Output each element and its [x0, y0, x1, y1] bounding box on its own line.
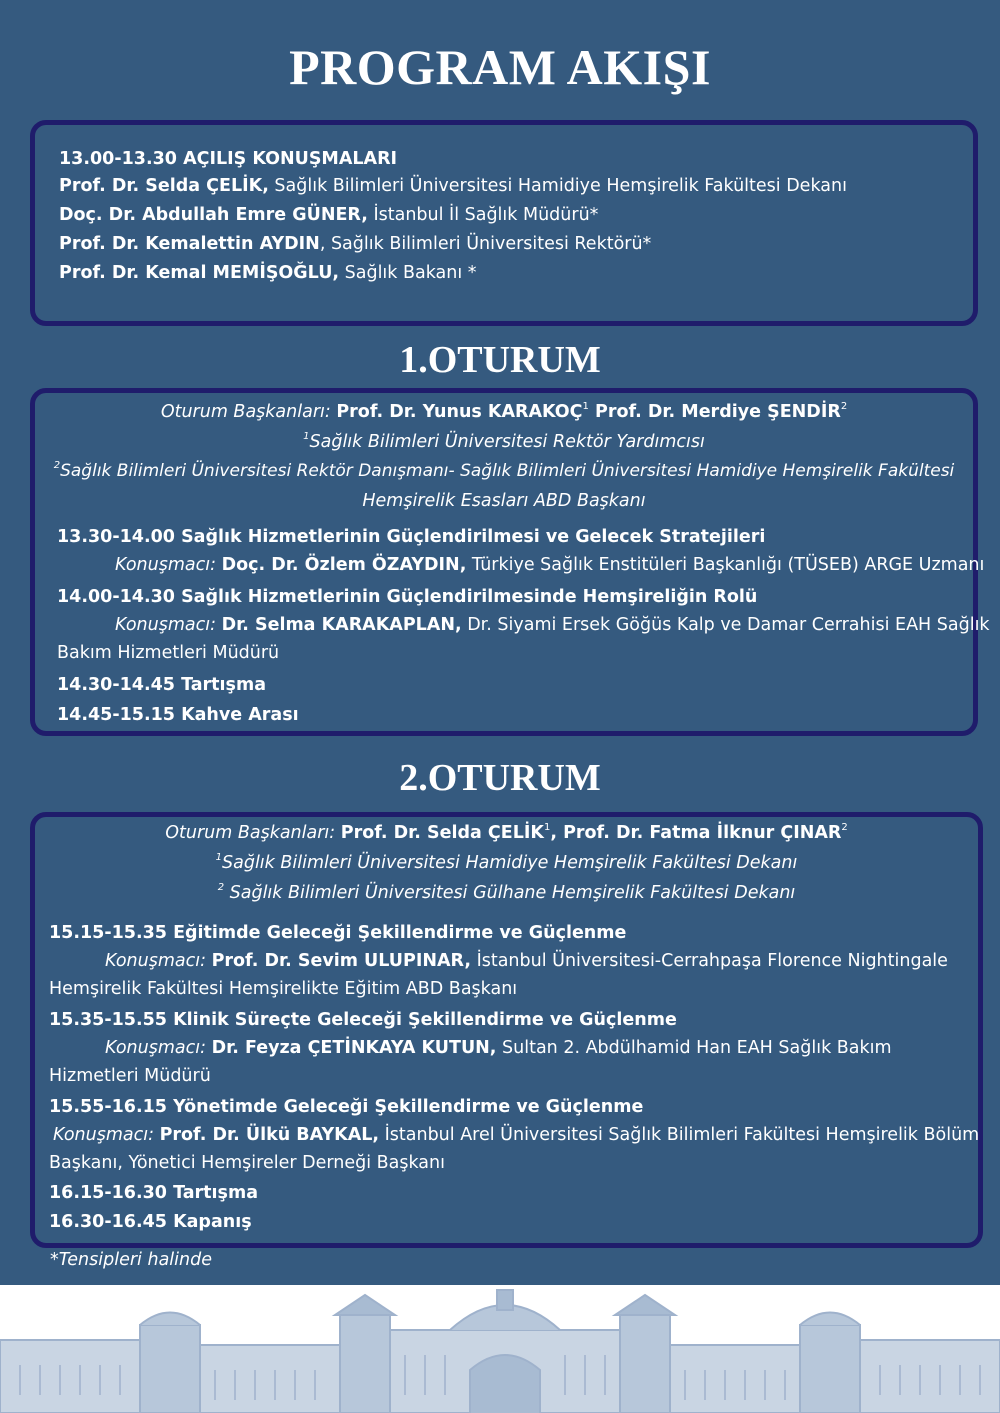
session2-chairs: Oturum Başkanları: Prof. Dr. Selda ÇELİK$^1$, Prof. Dr. Fatma İlknur ÇINAR$^2$	[165, 822, 848, 843]
session1-chair-note: $^2$Sağlık Bilimleri Üniversitesi Rektör Danışmanı- Sağlık Bilimleri Üniversitesi Hamidiye Hemşirelik Fakültesi	[53, 460, 955, 481]
session1-talk-title: 13.30-14.00 Sağlık Hizmetlerinin Güçlendirilmesi ve Gelecek Stratejileri	[57, 527, 766, 547]
opening-box	[30, 120, 978, 326]
session2-chair-note: $^1$Sağlık Bilimleri Üniversitesi Hamidiye Hemşirelik Fakültesi Dekanı	[215, 852, 798, 873]
footnote: *Tensipleri halinde	[50, 1250, 212, 1270]
session1-discussion: 14.30-14.45 Tartışma	[57, 675, 267, 695]
opening-speaker: Prof. Dr. Kemalettin AYDIN, Sağlık Bilimleri Üniversitesi Rektörü*	[59, 234, 652, 254]
session1-chairs: Oturum Başkanları: Prof. Dr. Yunus KARAKOÇ$^1$ Prof. Dr. Merdiye ŞENDİR$^2$	[160, 401, 848, 422]
session1-box	[30, 388, 990, 736]
session1-talk-speaker: Konuşmacı: Dr. Selma KARAKAPLAN, Dr. Siyami Ersek Göğüs Kalp ve Damar Cerrahisi EAH Sağlık	[115, 615, 990, 635]
session2-closing: 16.30-16.45 Kapanış	[49, 1212, 252, 1232]
session1-break: 14.45-15.15 Kahve Arası	[57, 705, 299, 725]
session2-title: 2.OTURUM	[399, 757, 601, 799]
session2-box	[30, 812, 983, 1248]
footer-building-band	[0, 1285, 1000, 1413]
session1-talk-speaker: Konuşmacı: Doç. Dr. Özlem ÖZAYDIN, Türkiye Sağlık Enstitüleri Başkanlığı (TÜSEB) ARGE Uzmanı	[115, 555, 985, 575]
opening-speaker: Prof. Dr. Kemal MEMİŞOĞLU, Sağlık Bakanı *	[59, 263, 477, 283]
session2-discussion: 16.15-16.30 Tartışma	[49, 1183, 259, 1203]
session1-chair-note: $^1$Sağlık Bilimleri Üniversitesi Rektör Yardımcısı	[303, 431, 705, 452]
session2-talk-speaker-cont: Başkanı, Yönetici Hemşireler Derneği Başkanı	[49, 1153, 445, 1173]
session1-talk-speaker-cont: Bakım Hizmetleri Müdürü	[57, 643, 280, 663]
session2-talk-speaker-cont: Hizmetleri Müdürü	[49, 1066, 211, 1086]
opening-heading: 13.00-13.30 AÇILIŞ KONUŞMALARI	[59, 149, 398, 169]
session2-chair-note: $^2$ Sağlık Bilimleri Üniversitesi Gülhane Hemşirelik Fakültesi Dekanı	[217, 882, 796, 903]
session2-talk-speaker: Konuşmacı: Dr. Feyza ÇETİNKAYA KUTUN, Sultan 2. Abdülhamid Han EAH Sağlık Bakım	[105, 1038, 892, 1058]
session1-chair-note: Hemşirelik Esasları ABD Başkanı	[362, 491, 646, 511]
opening-speaker: Doç. Dr. Abdullah Emre GÜNER, İstanbul İl Sağlık Müdürü*	[59, 205, 599, 225]
building-illustration	[0, 1285, 1000, 1413]
session2-talk-speaker-cont: Hemşirelik Fakültesi Hemşirelikte Eğitim ABD Başkanı	[49, 979, 518, 999]
session2-talk-speaker: Konuşmacı: Prof. Dr. Sevim ULUPINAR, İstanbul Üniversitesi-Cerrahpaşa Florence Nightingale	[105, 951, 948, 971]
session2-talk-title: 15.55-16.15 Yönetimde Geleceği Şekillendirme ve Güçlenme	[49, 1097, 644, 1117]
session2-talk-title: 15.35-15.55 Klinik Süreçte Geleceği Şekillendirme ve Güçlenme	[49, 1010, 677, 1030]
session1-title: 1.OTURUM	[399, 339, 601, 381]
opening-speaker: Prof. Dr. Selda ÇELİK, Sağlık Bilimleri Üniversitesi Hamidiye Hemşirelik Fakültesi Dekanı	[59, 176, 847, 196]
page-title: PROGRAM AKIŞI	[289, 39, 711, 95]
session1-talk-title: 14.00-14.30 Sağlık Hizmetlerinin Güçlendirilmesinde Hemşireliğin Rolü	[57, 587, 758, 607]
session2-talk-title: 15.15-15.35 Eğitimde Geleceği Şekillendirme ve Güçlenme	[49, 923, 627, 943]
session2-talk-speaker: Konuşmacı: Prof. Dr. Ülkü BAYKAL, İstanbul Arel Üniversitesi Sağlık Bilimleri Fakültesi Hemşirelik Bölüm	[53, 1125, 980, 1145]
